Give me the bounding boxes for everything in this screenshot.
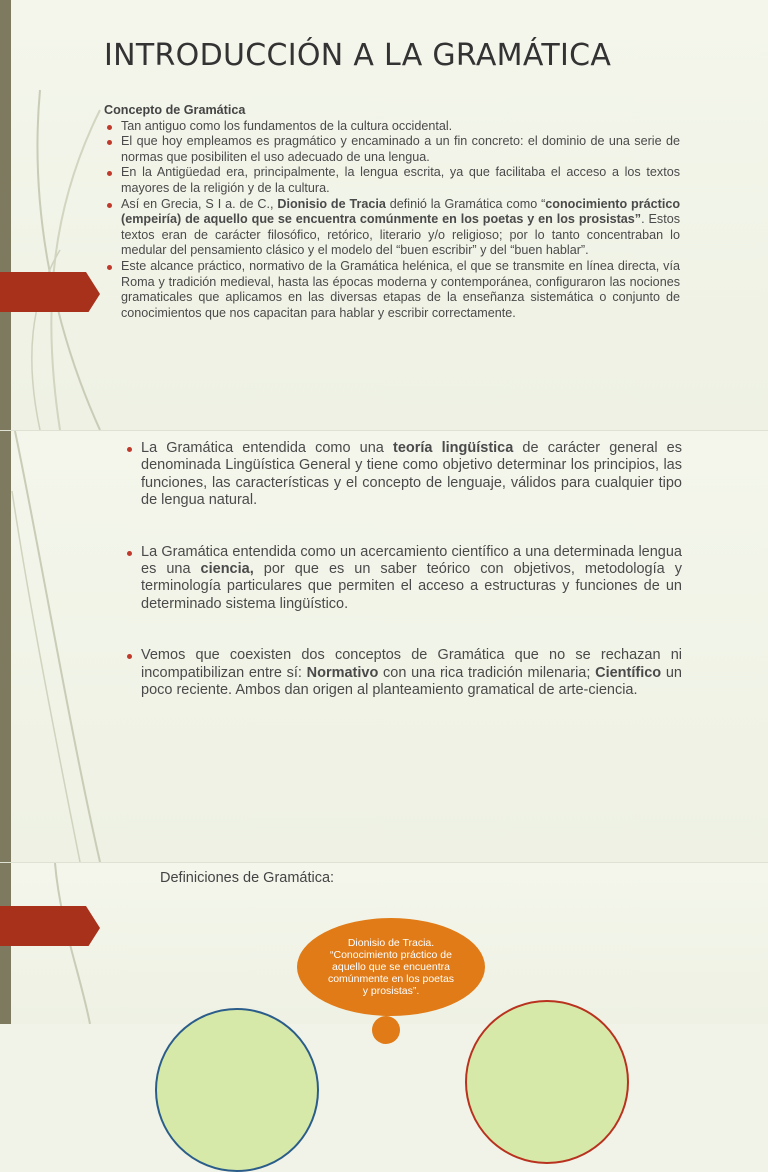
text-run: con una rica tradición milenaria; — [378, 664, 596, 681]
bold-run: conocimiento práctico (empeiría) de aquello que se encuentra comúnmente en los poetas y en los prosistas” — [121, 196, 681, 227]
slide2-body — [124, 440, 682, 733]
bold-run: Dionisio de Tracia — [277, 196, 386, 211]
accent-tab — [0, 906, 100, 946]
diagram-circle-right — [465, 1000, 629, 1164]
diagram-circle-small — [372, 1016, 400, 1044]
section-title: Definiciones de Gramática: — [160, 870, 335, 886]
bold-run: teoría lingüística — [392, 440, 514, 456]
text-run: un poco reciente. Ambos dan origen al planteamiento gramatical de arte-ciencia. — [141, 664, 682, 699]
text-run: Así en Grecia, S I a. de C., — [121, 196, 278, 211]
list-item: Este alcance práctico, normativo de la Gramática helénica, el que se transmite en línea directa, vía Roma y tradición medieval, hasta las épocas moderna y contemporánea, configuraron las nociones gramaticales que aplicamos en las diversas etapas de la enseñanza sistemática o conjunto de conocimientos que nos capacitan para hablar y escribir correctamente. — [104, 259, 680, 321]
oval-text: Dionisio de Tracia. “Conocimiento práctico de aquello que se encuentra comúnmente en los poetas y prosistas”. — [327, 937, 455, 997]
slide-1 — [0, 0, 768, 430]
bold-run: Científico — [595, 664, 662, 681]
section-heading: Concepto de Gramática — [104, 103, 246, 117]
list-item — [104, 197, 680, 259]
page-title: INTRODUCCIÓN A LA GRAMÁTICA — [104, 38, 612, 73]
text-run: definió la Gramática como “ — [385, 196, 546, 211]
bold-run: Normativo — [306, 664, 379, 681]
accent-tab — [0, 272, 100, 312]
text-run: La Gramática entendida como un acercamiento científico a una determinada lengua es una — [141, 543, 682, 578]
list-item — [124, 544, 682, 614]
list-item — [124, 440, 682, 510]
list-item: El que hoy empleamos es pragmático y encaminado a un fin concreto: el dominio de una serie de normas que posibiliten el uso adecuado de una lengua. — [104, 134, 680, 165]
definition-oval — [297, 918, 485, 1016]
text-run: por que es un saber teórico con objetivos, metodología y terminología particulares que permiten el acceso a estructuras y funciones de un determinado sistema lingüístico. — [141, 561, 682, 612]
diagram-circle-left — [155, 1008, 319, 1172]
plant-decoration-icon — [0, 0, 110, 430]
text-run: de carácter general es denominada Lingüística General y tiene como objetivo determinar los principios, las funciones, las características y el concepto de lenguaje, válidos para cualquier tipo de lengua natural. — [141, 440, 683, 509]
bullet-list — [124, 440, 682, 699]
text-run: Vemos que coexisten dos conceptos de Gramática que no se rechazan ni incompatibilizan entre sí: — [141, 647, 682, 681]
list-item: Tan antiguo como los fundamentos de la cultura occidental. — [104, 119, 680, 135]
bold-run: ciencia, — [200, 561, 254, 578]
list-item — [124, 647, 682, 699]
text-run: La Gramática entendida como una — [141, 440, 393, 456]
list-item: En la Antigüedad era, principalmente, la lengua escrita, ya que facilitaba el acceso a los textos mayores de la religión y de la cultura. — [104, 165, 680, 196]
plant-decoration-icon — [0, 431, 110, 862]
slide1-body — [104, 103, 680, 321]
bullet-list — [104, 119, 680, 322]
text-run: . Estos textos eran de carácter filosófico, retórico, literario y/o religioso; por lo tanto concentraban lo medular del pensamiento clásico y el modelo del “buen escribir” y del “buen hablar”. — [121, 212, 680, 258]
